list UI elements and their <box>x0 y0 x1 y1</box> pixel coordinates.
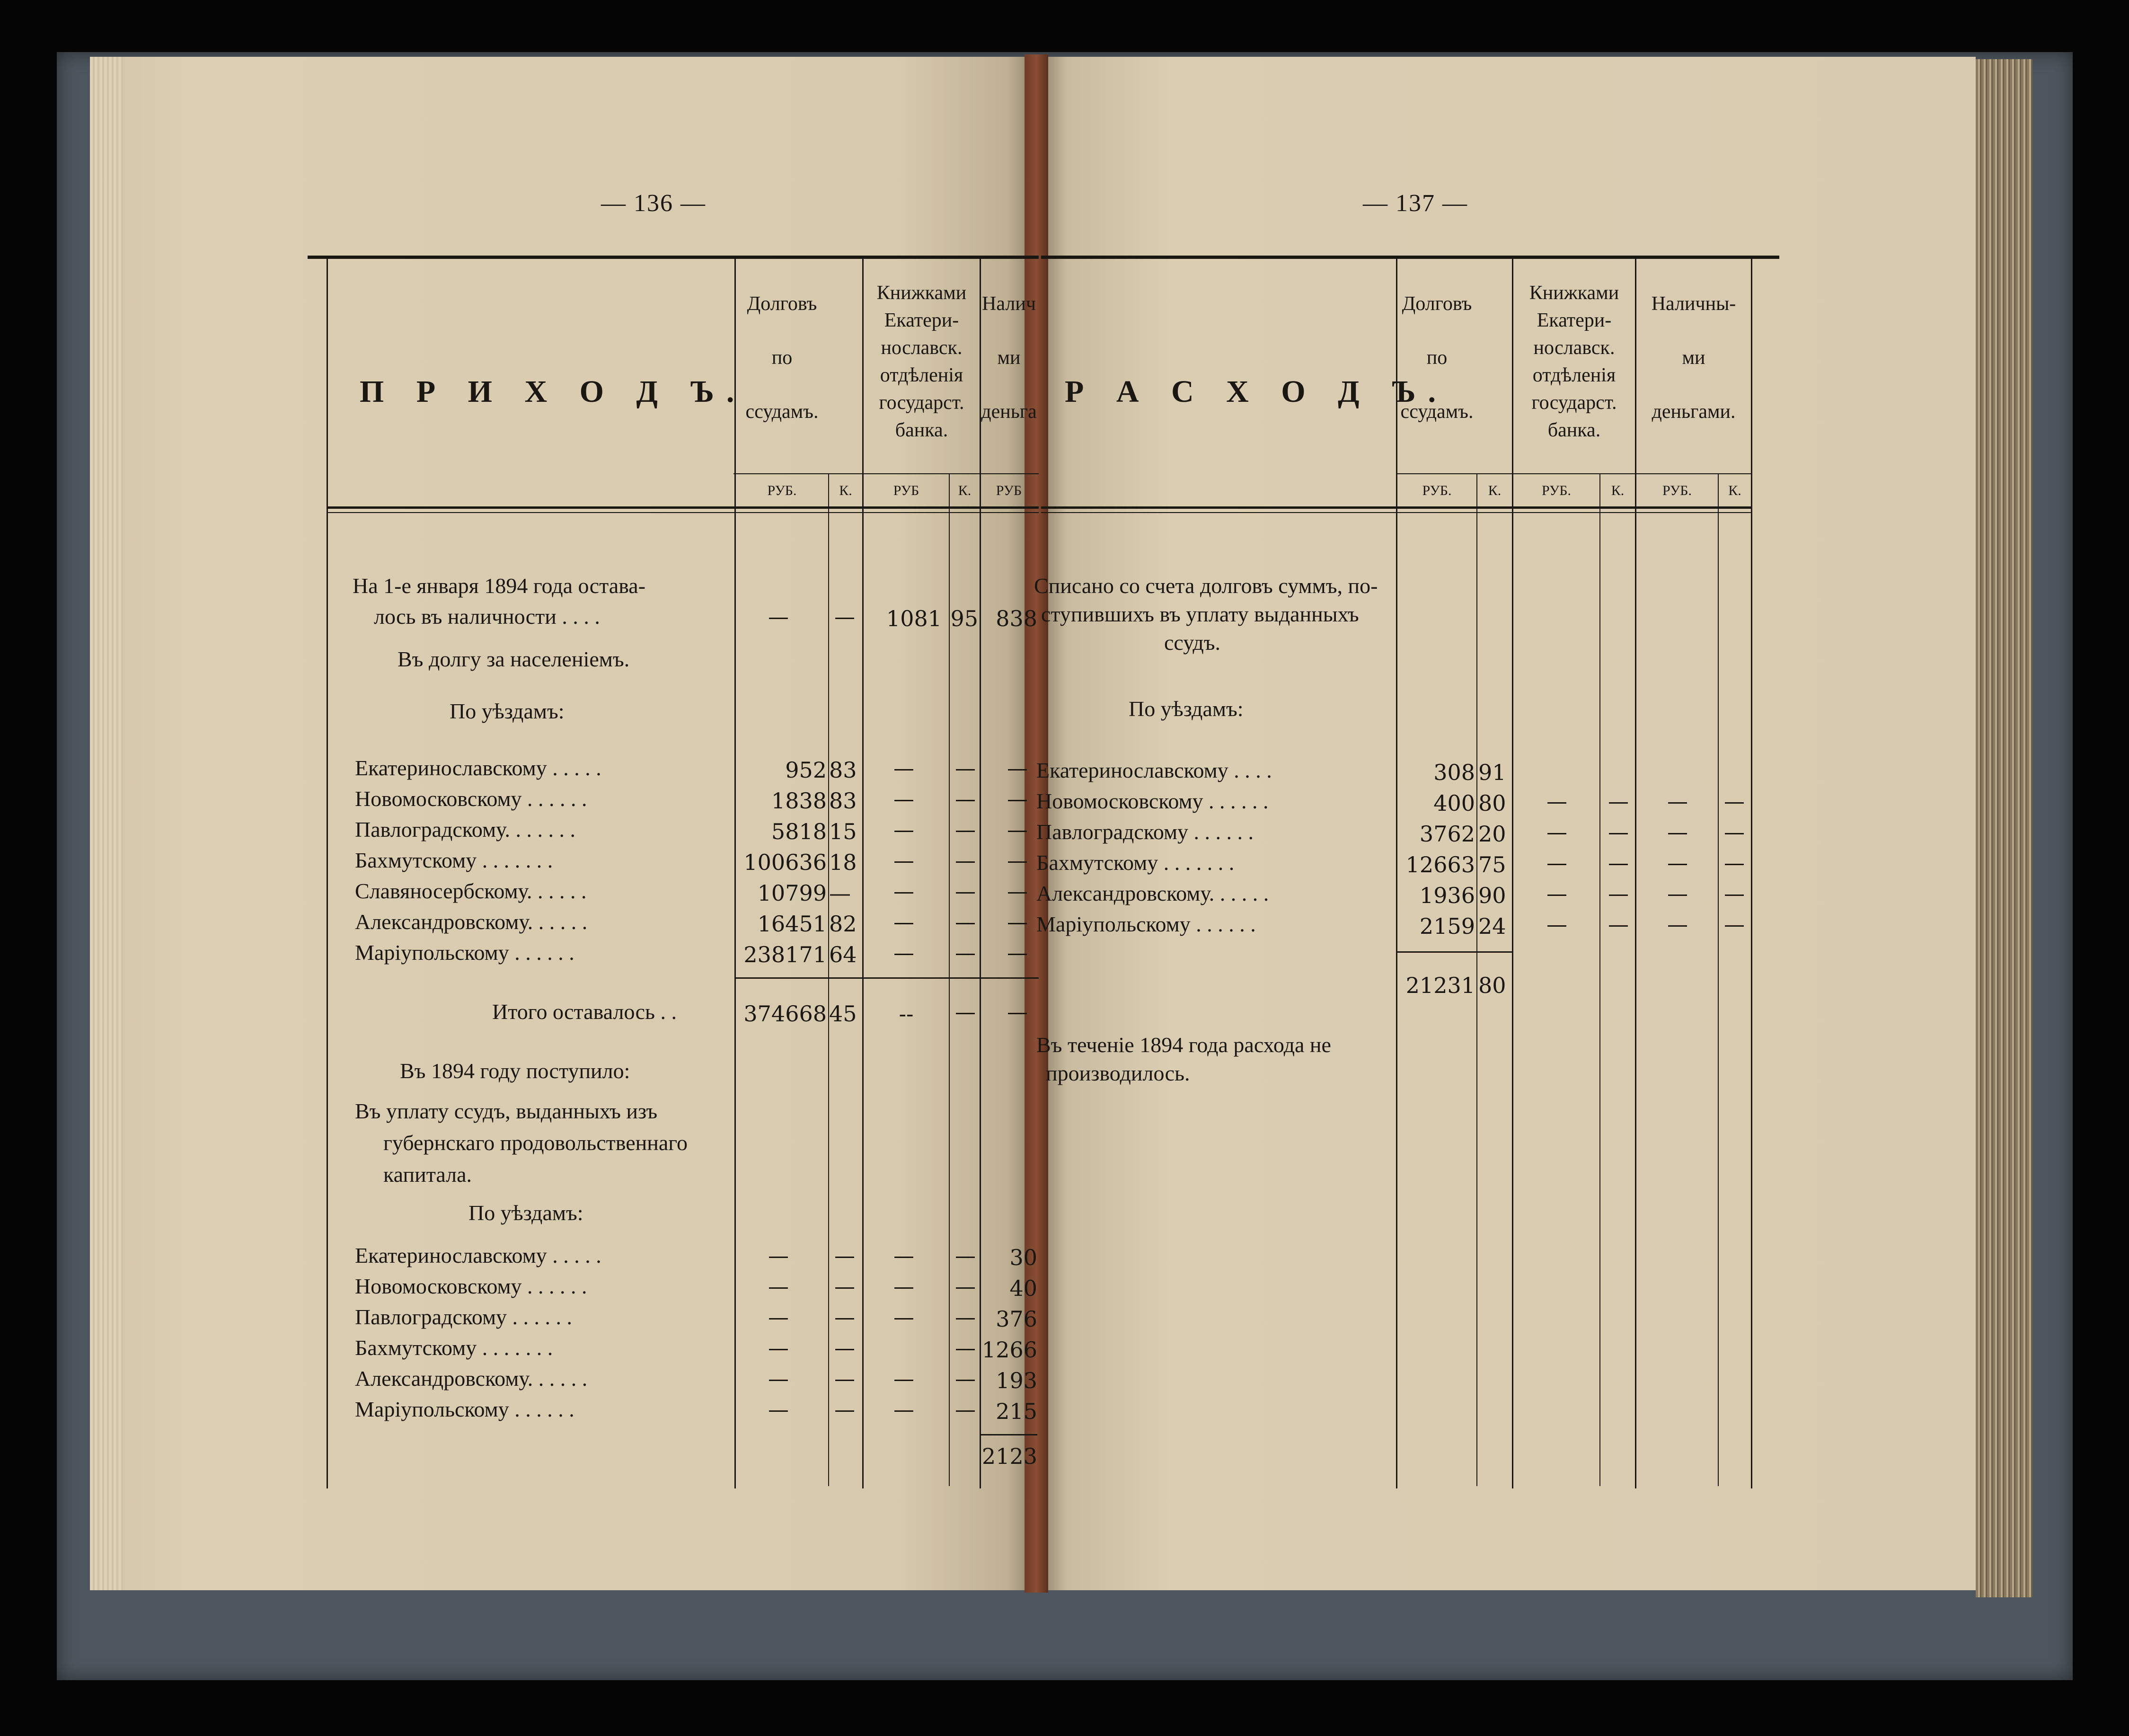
dash <box>1609 895 1628 896</box>
received-desc-2: губернскаго продовольственнаго <box>383 1131 688 1155</box>
received-row-name: Александровскому. . . . . . <box>355 1366 588 1391</box>
unit-rub-1-left: РУБ. <box>767 483 797 498</box>
dash <box>1725 802 1744 804</box>
dash <box>1547 802 1566 804</box>
dash <box>956 1257 975 1258</box>
dash <box>1668 895 1687 896</box>
dash <box>1609 833 1628 834</box>
uezd-heading-left-2: По уѣздамъ: <box>468 1201 583 1225</box>
dash <box>956 892 975 894</box>
dash <box>894 1318 913 1320</box>
opening-line2: лось въ наличности . . . . <box>374 604 600 629</box>
debt-row-name: Маріупольскому . . . . . . <box>355 940 574 965</box>
writeoff-row-name: Екатеринославскому . . . . <box>1036 758 1272 782</box>
dash <box>956 954 975 955</box>
received-desc-1: Въ уплату ссудъ, выданныхъ изъ <box>355 1099 658 1123</box>
writeoff-line1: Списано со счета долговъ суммъ, по- <box>1034 574 1378 598</box>
vline-left-c3 <box>980 258 981 1488</box>
dash <box>835 1410 854 1412</box>
unit-rub-1-right: РУБ. <box>1422 483 1452 498</box>
dash <box>1008 800 1027 801</box>
opening-c2-kop: 95 <box>950 606 978 631</box>
header-col2-left: Книжками Екатери- нославск. отдѣленія государст. банка. <box>876 282 967 441</box>
vline-right-c1k <box>1476 473 1477 1486</box>
writeoff-row-kop: 91 <box>1478 760 1506 785</box>
dash <box>1547 925 1566 927</box>
unit-kop-1-left: К. <box>839 483 852 498</box>
vline-left-edge <box>327 258 328 1488</box>
dash <box>894 1257 913 1258</box>
top-rule-right <box>1041 256 1779 259</box>
unit-kop-2-left: К. <box>958 483 972 498</box>
debt-row-kop: 15 <box>829 819 857 844</box>
header-col1-left: Долговъ по ссудамъ. <box>745 293 819 423</box>
unit-kop-3-right: К. <box>1728 483 1741 498</box>
unit-rub-2-right: РУБ. <box>1542 483 1571 498</box>
received-row-name: Екатеринославскому . . . . . <box>355 1243 601 1267</box>
writeoff-row-rub: 3762 <box>1419 821 1475 847</box>
dash <box>1725 925 1744 927</box>
debt-row-kop: 82 <box>829 911 857 937</box>
header-rule-left-2 <box>327 512 1039 513</box>
dash <box>1609 925 1628 927</box>
dash <box>894 1410 913 1412</box>
dash <box>1725 895 1744 896</box>
writeoff-row-rub: 12663 <box>1405 852 1475 877</box>
dash <box>894 861 913 863</box>
page-number-left: — 136 — <box>601 190 706 217</box>
debt-row-rub: 100636 <box>743 850 827 875</box>
dash <box>1668 925 1687 927</box>
total-c2-left: -- <box>899 1001 914 1027</box>
dash <box>769 1257 788 1258</box>
total-kop-left: 45 <box>829 1001 857 1027</box>
received-heading: Въ 1894 году поступило: <box>400 1059 630 1083</box>
debt-row-name: Александровскому. . . . . . <box>355 910 588 934</box>
dash <box>956 923 975 924</box>
page-number-right: — 137 — <box>1363 190 1468 217</box>
opening-c2-rub: 1081 <box>886 606 942 631</box>
dash <box>769 1287 788 1289</box>
dash <box>1668 833 1687 834</box>
dash <box>956 1287 975 1289</box>
debt-row-rub: 16451 <box>757 911 827 937</box>
writeoff-row-kop: 75 <box>1478 852 1506 877</box>
unit-rub-3-left: РУБ <box>996 483 1022 498</box>
writeoff-row-name: Маріупольскому . . . . . . <box>1036 912 1256 936</box>
header-col3-right: Наличны- ми деньгами. <box>1651 293 1736 423</box>
dash <box>956 800 975 801</box>
writeoff-line3: ссудъ. <box>1164 630 1221 655</box>
dash <box>894 831 913 832</box>
writeoff-row-kop: 20 <box>1478 821 1506 847</box>
dash <box>1008 1013 1027 1014</box>
subtotal-rule-left <box>736 977 1039 979</box>
vline-left-c1k <box>828 473 829 1486</box>
dash <box>894 800 913 801</box>
received-row-c3: 30 <box>1009 1245 1037 1270</box>
received-row-name: Новомосковскому . . . . . . <box>355 1274 587 1298</box>
writeoff-row-rub: 400 <box>1433 790 1475 816</box>
note-line2: производилось. <box>1046 1061 1190 1085</box>
top-rule-left <box>308 256 1039 259</box>
debt-row-name: Бахмутскому . . . . . . . <box>355 848 553 872</box>
debt-row-name: Екатеринославскому . . . . . <box>355 756 601 780</box>
dash <box>835 618 854 619</box>
dash <box>1725 864 1744 865</box>
vline-right-c3k <box>1718 473 1719 1486</box>
debt-row-kop: 83 <box>829 757 857 783</box>
received-row-name: Павлоградскому . . . . . . <box>355 1305 573 1329</box>
dash <box>1547 833 1566 834</box>
unit-rub-2-left: РУБ <box>893 483 919 498</box>
debt-row-rub: 10799 <box>757 880 827 906</box>
vline-right-edge <box>1751 258 1752 1488</box>
received-row-c3: 215 <box>996 1399 1037 1424</box>
dash <box>835 1380 854 1381</box>
debt-row-rub: 952 <box>785 757 827 783</box>
header-col3-left: Налич ми деньга <box>981 293 1037 423</box>
debt-row-rub: 238171 <box>743 942 827 967</box>
dash <box>956 1013 975 1014</box>
dash <box>1008 923 1027 924</box>
dash <box>1609 864 1628 865</box>
vline-right-c3 <box>1635 258 1636 1488</box>
writeoff-row-rub: 2159 <box>1419 913 1475 939</box>
debt-row-rub: 1838 <box>771 788 827 814</box>
dash <box>894 1287 913 1289</box>
writeoff-row-rub: 308 <box>1433 760 1475 785</box>
vline-right-c2k <box>1599 473 1600 1486</box>
received-row-name: Бахмутскому . . . . . . . <box>355 1336 553 1360</box>
dash <box>1008 769 1027 771</box>
dash <box>1008 892 1027 894</box>
received-total: 2123 <box>981 1444 1037 1469</box>
total-kop-right: 80 <box>1478 973 1506 998</box>
dash <box>894 1380 913 1381</box>
dash <box>956 1349 975 1350</box>
dash <box>956 1318 975 1320</box>
dash <box>769 618 788 619</box>
dash <box>956 769 975 771</box>
dash <box>894 923 913 924</box>
title-rashod: Р А С Х О Д Ъ. <box>1065 374 1449 409</box>
writeoff-row-name: Новомосковскому . . . . . . <box>1036 789 1269 813</box>
debt-row-kop: 83 <box>829 788 857 814</box>
dash <box>835 1287 854 1289</box>
subtotal-rule-right <box>1397 951 1513 953</box>
total-rub-left: 374668 <box>743 1001 827 1027</box>
dash <box>1725 833 1744 834</box>
debt-row-kop: — <box>829 880 851 906</box>
dash <box>894 769 913 771</box>
dash <box>835 1318 854 1320</box>
header-rule-left <box>327 506 1039 509</box>
received-desc-3: капитала. <box>383 1162 472 1187</box>
total-rub-right: 21231 <box>1405 973 1475 998</box>
unit-rule-left <box>733 473 1039 474</box>
dash <box>1547 895 1566 896</box>
dash <box>1547 864 1566 865</box>
uezd-heading-left: По уѣздамъ: <box>450 699 565 723</box>
debt-row-name: Павлоградскому. . . . . . . <box>355 817 575 841</box>
received-row-c3: 40 <box>1009 1275 1037 1301</box>
dash <box>769 1349 788 1350</box>
received-row-name: Маріупольскому . . . . . . <box>355 1397 574 1421</box>
writeoff-row-kop: 90 <box>1478 883 1506 908</box>
unit-kop-2-right: К. <box>1611 483 1625 498</box>
total-label-left: Итого оставалось . . <box>492 1000 677 1024</box>
dash <box>769 1318 788 1320</box>
unit-rule-right <box>1396 473 1751 474</box>
dash <box>1668 802 1687 804</box>
dash <box>835 1257 854 1258</box>
debt-row-name: Новомосковскому . . . . . . <box>355 787 587 811</box>
received-row-c3: 376 <box>996 1306 1037 1332</box>
dash <box>894 892 913 894</box>
received-row-c3: 1266 <box>981 1337 1037 1363</box>
writeoff-row-name: Бахмутскому . . . . . . . <box>1036 850 1235 875</box>
dash <box>894 954 913 955</box>
received-total-rule <box>981 1434 1037 1435</box>
writeoff-row-kop: 80 <box>1478 790 1506 816</box>
dash <box>1609 802 1628 804</box>
opening-c3-rub: 838 <box>996 606 1037 631</box>
writeoff-row-kop: 24 <box>1478 913 1506 939</box>
dash <box>1008 954 1027 955</box>
uezd-heading-right: По уѣздамъ: <box>1129 697 1244 721</box>
opening-line1: На 1-е января 1894 года остава- <box>353 574 646 598</box>
header-col1-right: Долговъ по ссудамъ. <box>1400 293 1474 423</box>
dash <box>956 1380 975 1381</box>
received-row-c3: 193 <box>996 1368 1037 1393</box>
title-prihod: П Р И Х О Д Ъ. <box>360 374 747 409</box>
writeoff-row-name: Павлоградскому . . . . . . <box>1036 820 1254 844</box>
writeoff-row-name: Александровскому. . . . . . <box>1036 881 1269 905</box>
writeoff-line2: ступившихъ въ уплату выданныхъ <box>1041 602 1359 626</box>
debt-row-name: Славяносербскому. . . . . . <box>355 879 587 903</box>
dash <box>769 1380 788 1381</box>
debt-row-rub: 5818 <box>771 819 827 844</box>
debt-heading: Въ долгу за населеніемъ. <box>398 647 630 671</box>
note-line1: Въ теченіе 1894 года расхода не <box>1036 1033 1331 1057</box>
dash <box>956 861 975 863</box>
right-page-edges <box>1976 59 2032 1597</box>
dash <box>956 831 975 832</box>
header-col2-right: Книжками Екатери- нославск. отдѣленія государст. банка. <box>1529 282 1619 441</box>
dash <box>1008 831 1027 832</box>
unit-kop-1-right: К. <box>1488 483 1502 498</box>
dash <box>1008 861 1027 863</box>
dash <box>835 1349 854 1350</box>
unit-rub-3-right: РУБ. <box>1662 483 1692 498</box>
debt-row-kop: 18 <box>829 850 857 875</box>
debt-row-kop: 64 <box>829 942 857 967</box>
writeoff-row-rub: 1936 <box>1419 883 1475 908</box>
dash <box>1668 864 1687 865</box>
dash <box>956 1410 975 1412</box>
left-page-edges <box>90 57 123 1590</box>
dash <box>769 1410 788 1412</box>
